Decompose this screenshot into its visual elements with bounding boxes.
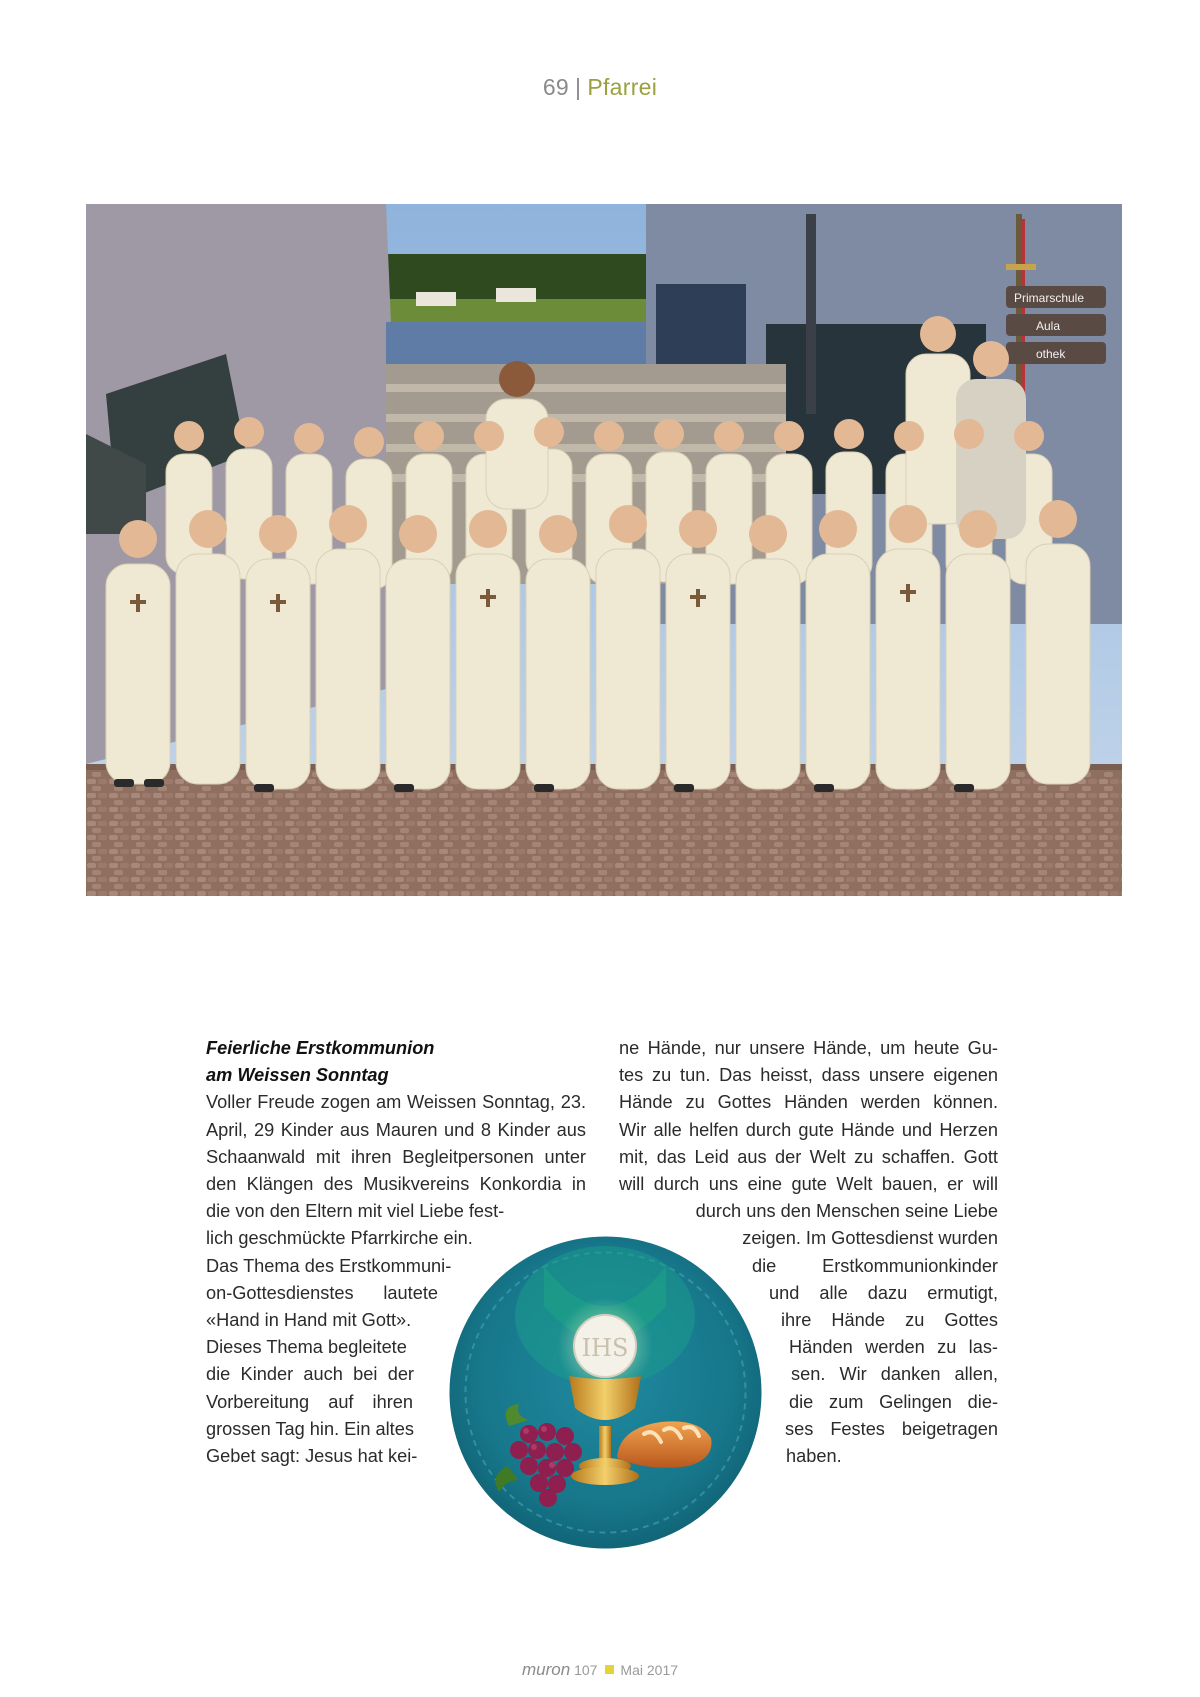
article-right-line: tes zu tun. Das heisst, dass unsere eigenen <box>619 1065 998 1086</box>
article-left-line: Dieses Thema begleitete <box>206 1337 407 1358</box>
article-left-line: lich geschmückte Pfarrkirche ein. <box>206 1228 473 1249</box>
group-photo <box>86 204 1122 896</box>
article-left-line: «Hand in Hand mit Gott». <box>206 1310 412 1331</box>
article-left-line: die von den Eltern mit viel Liebe fest- <box>206 1201 505 1222</box>
article-left-line: Voller Freude zogen am Weissen Sonntag, 23. <box>206 1092 586 1113</box>
page-footer <box>0 1660 1200 1680</box>
page-number: 69 <box>542 74 570 100</box>
article-right-line: ses Festes beigetragen <box>785 1418 998 1439</box>
article-right-line: Händen werden zu las- <box>789 1337 998 1358</box>
sign-label-3: othek <box>1036 347 1066 361</box>
article-right-line: und alle dazu ermutigt, <box>769 1282 998 1303</box>
header-separator: | <box>575 74 582 100</box>
article-left-line: Vorbereitung auf ihren <box>206 1391 413 1412</box>
section-title: Pfarrei <box>587 74 658 100</box>
article-right-line: Wir alle helfen durch gute Hände und Herzen <box>619 1119 998 1140</box>
issue-date: Mai 2017 <box>620 1662 679 1678</box>
article-left-line: April, 29 Kinder aus Mauren und 8 Kinder aus <box>206 1119 586 1140</box>
article-right-line: zeigen. Im Gottesdienst wurden <box>742 1228 998 1249</box>
article-right-line: die Erstkommunionkinder <box>752 1255 998 1276</box>
issue-number: 107 <box>574 1662 598 1678</box>
article-right-line: will durch uns eine gute Welt bauen, er will <box>619 1174 998 1195</box>
article-left-line: Gebet sagt: Jesus hat kei- <box>206 1446 418 1467</box>
page-header <box>0 74 1200 101</box>
article-right-line: Hände zu Gottes Händen werden können. <box>619 1092 998 1113</box>
sign-label-2: Aula <box>1036 319 1061 333</box>
article-right-line: durch uns den Menschen seine Liebe <box>695 1201 998 1222</box>
footer-square-icon <box>605 1665 614 1674</box>
article-left-line: die Kinder auch bei der <box>206 1364 414 1385</box>
article-left-line: den Klängen des Musikvereins Konkordia in <box>206 1174 586 1195</box>
article-right-line: sen. Wir danken allen, <box>791 1364 998 1385</box>
article-right-line: ne Hände, nur unsere Hände, um heute Gu- <box>619 1038 998 1058</box>
article-left-line: Das Thema des Erstkommuni- <box>206 1255 452 1276</box>
sign-label-1: Primarschule <box>1014 291 1085 305</box>
article-right-line: ihre Hände zu Gottes <box>781 1310 998 1331</box>
article-right-line: haben. <box>786 1446 842 1467</box>
communion-emblem <box>449 1236 762 1549</box>
article-heading-line2: am Weissen Sonntag <box>206 1065 389 1086</box>
article-heading-line1: Feierliche Erstkommunion <box>206 1038 435 1058</box>
article-right-line: mit, das Leid aus der Welt zu schaffen. Gott <box>619 1146 998 1167</box>
host-monogram: IHS <box>581 1334 629 1362</box>
magazine-name: muron <box>521 1660 571 1679</box>
article-left-line: on-Gottesdienstes lautete <box>206 1282 438 1303</box>
article-left-line: grossen Tag hin. Ein altes <box>206 1418 414 1439</box>
article-right-line: die zum Gelingen die- <box>789 1391 998 1412</box>
article-left-line: Schaanwald mit ihren Begleitpersonen unter <box>206 1146 586 1167</box>
